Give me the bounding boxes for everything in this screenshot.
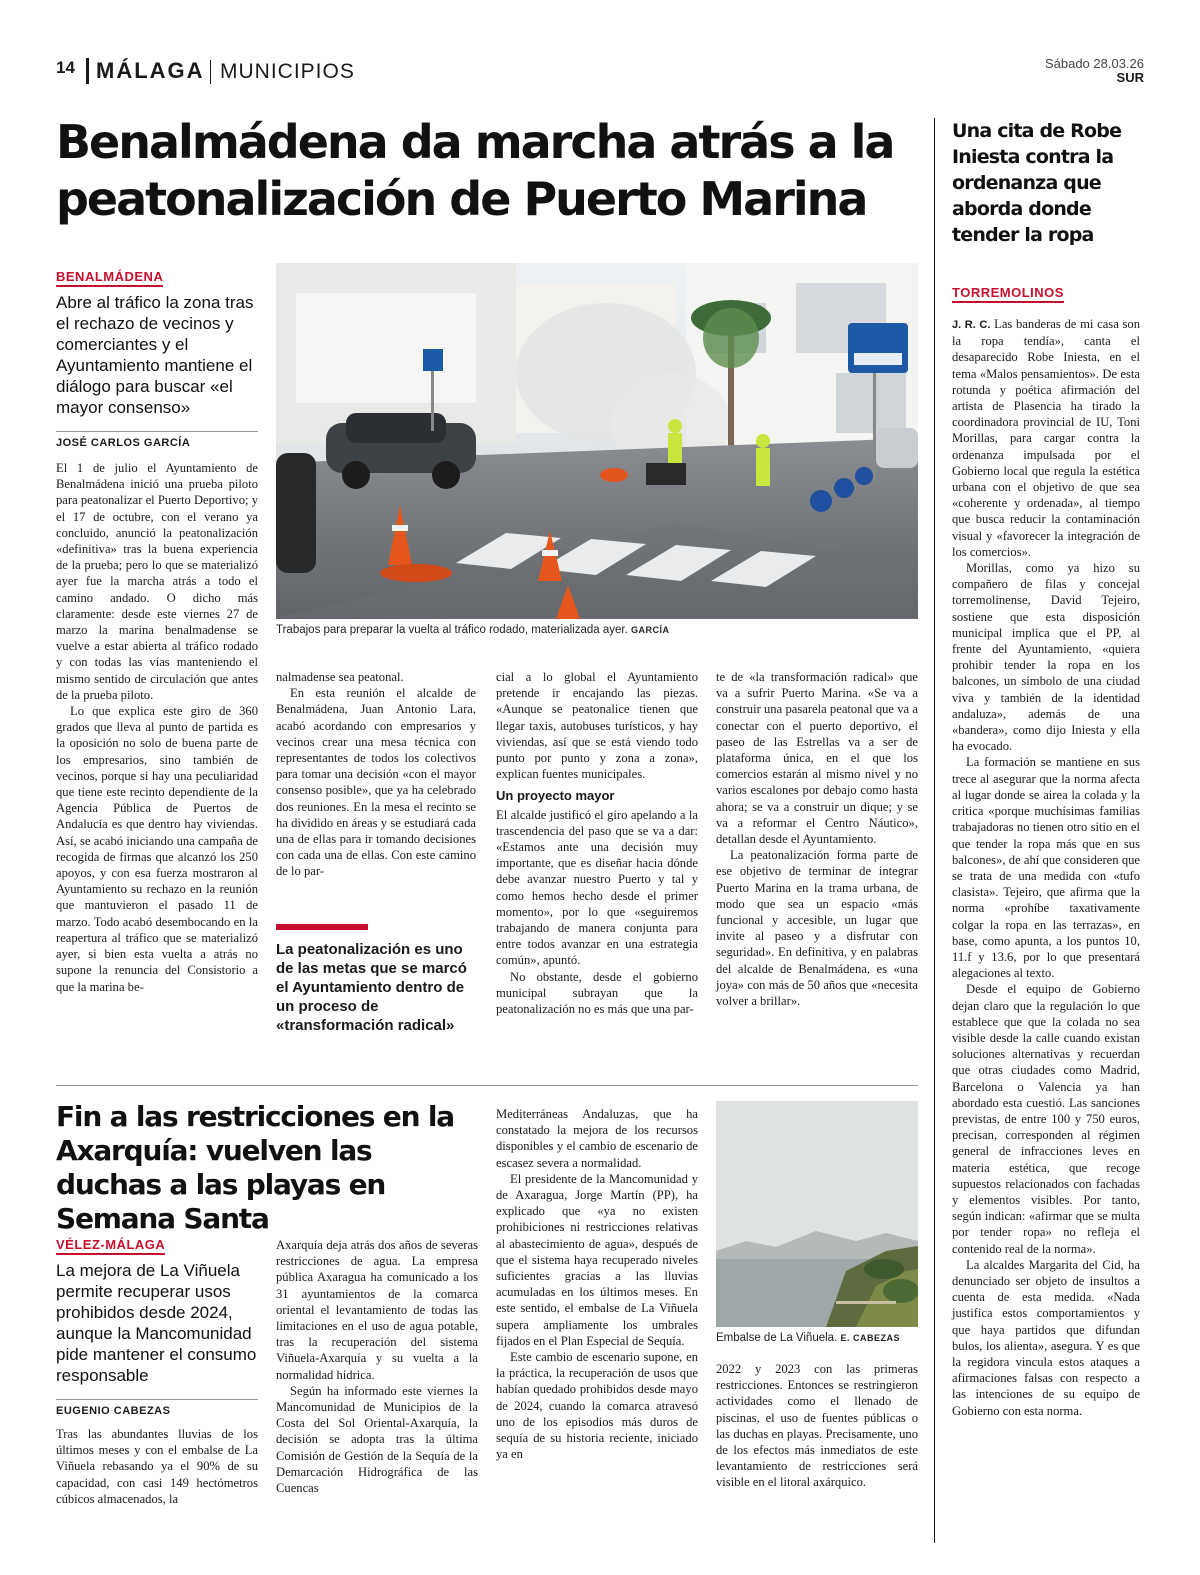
side-kicker[interactable]: TORREMOLINOS [952,285,1064,303]
inline-subtitle: Un proyecto mayor [496,788,615,804]
page-number: 14 [56,58,75,77]
subsection-name[interactable]: MUNICIPIOS [220,60,355,83]
main-photo-caption [276,624,918,636]
main-kicker-wrap [56,268,258,287]
second-col-2 [276,1237,478,1496]
column-divider [934,118,935,1543]
paragraph: El presidente de la Mancomunidad y de Axaragua, Jorge Martín (PP), ha explicado que «ya no existen prohibiciones ni restricciones relativas al abastecimiento de agua», después de que el sistema haya recuperado niveles suficientes gracias a las lluvias acumuladas en los últimos meses. En este sentido, el embalse de La Viñuela supera ampliamente los umbrales fijados en el Plan Especial de Sequía. [496,1171,698,1348]
paragraph: No obstante, desde el gobierno municipal subrayan que la peatonalización no es más que una par- [496,969,698,1017]
second-headline[interactable]: Fin a las restricciones en la Axarquía: vuelven las duchas a las playas en Semana Santa [56,1100,454,1235]
article-divider [56,1085,918,1086]
paragraph: te de «la transformación radical» que va a sufrir Puerto Marina. «Se va a construir una pasarela peatonal que va a conectar con el puerto deportivo, el paseo de las Estrellas va a ser de plataforma única, en el que los comercios estarán al mismo nivel y no varios escalones por debajo como hasta ahora; se va a construir un dique; y se va a reformar el Centro Náutico», detallan desde el Ayuntamiento. [716,670,918,847]
paper-name: SUR [1116,70,1144,85]
paragraph-text: Las banderas de mi casa son la ropa tendía», canta el desaparecido Robe Iniesta, en el tema «Malos pensamientos». De esta rotunda y poética afirmación del artista de Plasencia ha tirado la coordinadora provincial de IU, Toni Morillas, para cargar contra la ordenanza impulsada por el Gobierno local que regula la estética urbana con el objetivo de que sea «coherente y ordenada», al tiempo que busca reducir la contaminación visual y «favorecer la integración de los comercios». [952,317,1140,559]
main-col-2 [276,669,476,880]
paragraph: Lo que explica este giro de 360 grados que lleva al punto de partida es la oposición no solo de buena parte de los empresarios, sino también de vecinos, porque si hay una peculiaridad que tiene este recinto dependiente de la Agencia Pública de Puertos de Andalucía es que dentro hay viviendas. Así, se acabó iniciando una campaña de recogida de firmas que alcanzó los 250 apoyos, y con esa fuerza mostraron al Ayuntamiento su rechazo en la reunión que mantuvieron el pasado 11 de marzo. Todo acabó desembocando en la reapertura al tráfico que se materializó ayer, si bien esta vuelta a atrás no supone la renuncia del Consistorio a que la marina be- [56,704,258,994]
reservoir-photo-caption [716,1332,918,1344]
paragraph: Según ha informado este viernes la Mancomunidad de Municipios de la Costa del Sol Oriental-Axarquía, la decisión se adopta tras la última Comisión de Gestión de la Sequía de la Demarcación Hidrográfica de las Cuencas [276,1383,478,1496]
paragraph: La peatonalización forma parte de ese objetivo de terminar de integrar Puerto Marina en la trama urbana, de modo que sea un espacio «más funcional y accesible, un lugar que invite al paseo y a disfrutar con seguridad». En definitiva, y en palabras del alcalde de Benalmádena, es «una joya» con más de 50 años que «necesita volver a brillar». [716,848,918,1009]
paragraph: En esta reunión el alcalde de Benalmádena, Juan Antonio Lara, acabó acordando con empresarios y vecinos crear una mesa técnica con representantes de todos los colectivos para tomar una decisión «con el mayor consenso posible», que ya ha celebrado dos reuniones. En la mesa el recinto se ha dividido en áreas y se estudiará cada una de ellas para ir tomando decisiones con cada una de ellas. Con este camino de lo par- [276,686,476,879]
main-headline[interactable]: Benalmádena da marcha atrás a la peatonalización de Puerto Marina [56,115,894,226]
main-kicker[interactable]: BENALMÁDENA [56,269,163,287]
caption-text: Trabajos para preparar la vuelta al tráfico rodado, materializada ayer. [276,624,628,636]
main-col-3 [496,669,698,1017]
second-subhead: La mejora de La Viñuela permite recuperar usos prohibidos desde 2024, aunque la Mancomunidad pide mantener el consumo responsable [56,1261,257,1385]
main-photo [276,263,918,619]
header-divider [86,58,89,84]
paragraph: cial a lo global el Ayuntamiento pretende ir encajando las piezas. «Aunque se peatonalice tienen que llegar taxis, autobuses turísticos, y hay viviendas, así que se está viendo todo punto por punto y zona a zona», explican fuentes municipales. [496,670,698,782]
paragraph: Desde el equipo de Gobierno dejan claro que la regulación lo que establece que que la colada no sea visible desde la calle cuando existan soluciones alternativas y recuerdan que otras ciudades como Madrid, Barcelona o Valencia ya han abordado esta cuestió. Las sanciones previstas, de entre 100 y 750 euros, precisan, corresponden al régimen general de infracciones leves en materia estética, que recoge supuestos relacionados con fachadas y elementos visibles. Por tanto, según indican: «afirmar que se multa por tender ropa» no refleja el contenido real de la norma». [952,982,1140,1256]
second-kicker-wrap [56,1236,258,1255]
paragraph: Axarquía deja atrás dos años de severas restricciones de agua. La empresa pública Axaragua ha comunicado a los 31 ayuntamientos de la comarca oriental el levantamiento de todas las limitaciones en el uso de agua potable, tras la recuperación del sistema Viñuela-Axarquía y su vuelta a la normalidad hídrica. [276,1238,478,1382]
main-col-4 [716,669,918,1009]
paragraph: Mediterráneas Andaluzas, que ha constatado la mejora de los recursos disponibles y el cambio de escenario de escasez severa a normalidad. [496,1107,698,1170]
side-initials: J. R. C. [952,319,991,331]
header-divider-2 [210,60,211,84]
paragraph: Morillas, como ya hizo su compañero de filas y concejal torremolinense, David Tejeiro, sostiene que esta disposición municipal implica que el PP, al frente del Ayuntamiento, «quiera prohibir tender la ropa en los balcones, un símbolo de una ciudad viva y también de la identidad andaluza», además de una «bandera», como dijo Iniesta y ella ha evocado. [952,561,1140,754]
section-name[interactable]: MÁLAGA [96,58,205,83]
paragraph: 2022 y 2023 con las primeras restricciones. Entonces se restringieron actividades como el llenado de piscinas, el uso de fuentes públicas o las duchas en playas. Precisamente, uno de los efectos más inmediatos de este levantamiento de restricciones será visible en el litoral axárquico. [716,1362,918,1490]
paragraph: La formación se mantiene en sus trece al asegurar que la norma afecta al lugar donde se airea la colada y la critica «porque muchísimas familias trabajadoras no tienen otro sitio en el que tender la ropa más que en sus balcones», de ahí que consideren que se trata de una medida con «tufo clasista». Tejeiro, que afirma que la norma «prohíbe taxativamente colgar la ropa en las terrazas», en base, como apunta, a los puntos 10, 11.f y 13.6, por lo que presentará alegaciones al texto. [952,755,1140,981]
photo-credit: E. CABEZAS [840,1333,900,1343]
paragraph: El alcalde justificó el giro apelando a la trascendencia del paso que se va a dar: «Estamos ante una decisión muy importante, que es diseñar hacia dónde debe avanzar nuestro Puerto y tal y como hemos hecho desde el primer momento», por lo que «seguiremos trabajando de manera conjunta para entre todos avanzar en una estrategia común», apuntó. [496,807,698,968]
pullquote: La peatonalización es uno de las metas que se marcó el Ayuntamiento dentro de un proceso de «transformación radical» [276,941,467,1034]
pullquote-accent [276,924,368,930]
second-col-3 [496,1106,698,1462]
reservoir-illustration [716,1101,918,1327]
street-works-illustration [276,263,918,619]
paragraph: El 1 de julio el Ayuntamiento de Benalmádena inició una prueba piloto para peatonalizar el Puerto Deportivo; y el 17 de octubre, con el verano ya concluido, anunció la peatonalización «definitiva» tras la buena experiencia de la prueba; pero lo que se materializó ayer fue la marcha atrás a todo el camino andado. O dicho más claramente: desde este viernes 27 de marzo la marina benalmadense se vuelve a estar abierta al tráfico rodado y con todas las vías manteniendo el mismo sentido de circulación que antes de la prueba piloto. [56,461,258,702]
main-col-1 [56,460,258,995]
photo-credit: GARCÍA [631,625,670,635]
second-col-1 [56,1426,258,1507]
reservoir-photo [716,1101,918,1327]
side-headline[interactable]: Una cita de Robe Iniesta contra la ordenanza que aborda donde tender la ropa [952,120,1122,246]
issue-date: Sábado 28.03.26 [1044,56,1144,71]
side-body [952,316,1140,1419]
main-subhead: Abre al tráfico la zona tras el rechazo de vecinos y comerciantes y el Ayuntamiento mantiene el diálogo para buscar «el mayor consenso» [56,293,254,417]
paragraph: Este cambio de escenario supone, en la práctica, la recuperación de usos que habían quedado prohibidos desde mayo de 2024, cuando la comarca atravesó uno de los episodios más duros de sequía de su historia reciente, iniciado ya en [496,1350,698,1462]
paragraph: Tras las abundantes lluvias de los últimos meses y con el embalse de La Viñuela rebasando ya el 90% de su capacidad, con casi 149 hectómetros cúbicos almacenados, la [56,1427,258,1506]
second-kicker[interactable]: VÉLEZ-MÁLAGA [56,1237,165,1255]
paragraph: La alcaldes Margarita del Cid, ha denunciado ser objeto de insultos a cuenta de esta medida. «Nada justifica estos comportamientos y que haya partidos que difundan bulos, los alienta», asegura. Y es que la regidora vincula estos ataques a afirmaciones falsas con respecto a las intenciones de su equipo de Gobierno con esta norma. [952,1257,1140,1418]
second-byline: EUGENIO CABEZAS [56,1399,258,1417]
paragraph [952,316,1140,560]
caption-text: Embalse de La Viñuela. [716,1332,838,1344]
paragraph: nalmadense sea peatonal. [276,670,404,684]
second-col-4 [716,1361,918,1491]
main-byline: JOSÉ CARLOS GARCÍA [56,431,258,449]
side-kicker-wrap [952,284,1152,303]
